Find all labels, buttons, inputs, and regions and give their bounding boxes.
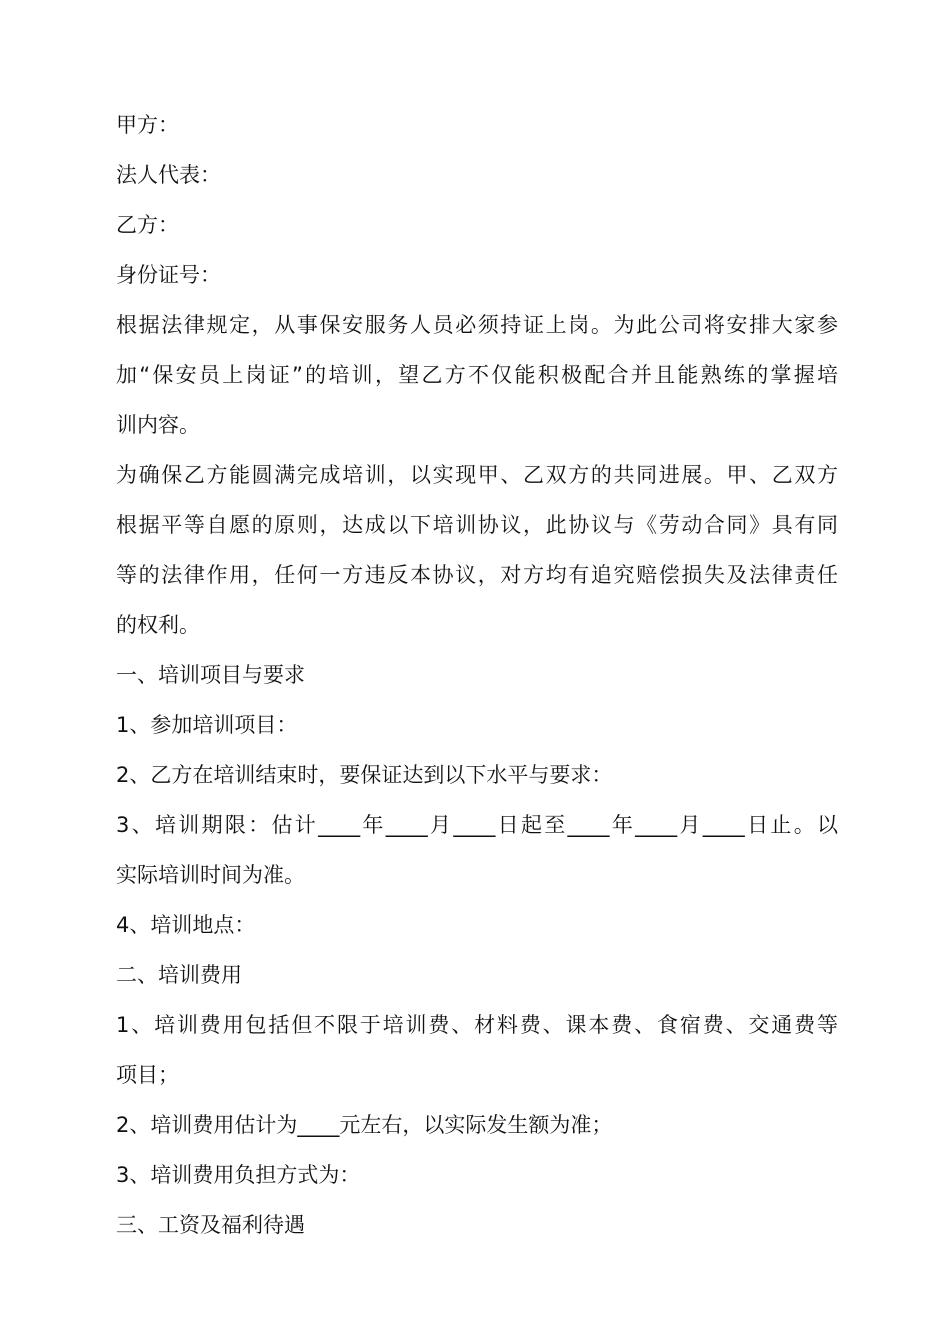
clause-2-3: 3、培训费用负担方式为：	[116, 1163, 361, 1187]
clause-1-2: 2、乙方在培训结束时，要保证达到以下水平与要求：	[116, 763, 613, 787]
paragraph-legal-basis-line-2: 加“保安员上岗证”的培训，望乙方不仅能积极配合并且能熟练的掌握培	[116, 363, 838, 387]
paragraph-agreement-line-4: 的权利。	[116, 613, 200, 637]
clause-2-1-line-1: 1、培训费用包括但不限于培训费、材料费、课本费、食宿费、交通费等	[116, 1013, 838, 1037]
paragraph-agreement-line-1: 为确保乙方能圆满完成培训，以实现甲、乙双方的共同进展。甲、乙双方	[116, 463, 838, 487]
section-heading-3: 三、工资及福利待遇	[116, 1213, 305, 1237]
id-number-label: 身份证号：	[116, 263, 221, 287]
party-a-label: 甲方：	[116, 113, 179, 137]
clause-2-1-line-2: 项目；	[116, 1063, 179, 1087]
clause-1-1: 1、参加培训项目：	[116, 713, 298, 737]
paragraph-agreement-line-3: 等的法律作用，任何一方违反本协议，对方均有追究赔偿损失及法律责任	[116, 563, 838, 587]
party-b-label: 乙方：	[116, 213, 179, 237]
clause-1-4: 4、培训地点：	[116, 913, 256, 937]
section-heading-2: 二、培训费用	[116, 963, 242, 987]
clause-1-3-line-1: 3、培训期限：估计____年____月____日起至____年____月____日止。以	[116, 813, 838, 837]
section-heading-1: 一、培训项目与要求	[116, 663, 305, 687]
clause-2-2: 2、培训费用估计为____元左右，以实际发生额为准；	[116, 1113, 613, 1137]
paragraph-legal-basis-line-3: 训内容。	[116, 413, 200, 437]
clause-1-3-line-2: 实际培训时间为准。	[116, 863, 305, 887]
paragraph-agreement-line-2: 根据平等自愿的原则，达成以下培训协议，此协议与《劳动合同》具有同	[116, 513, 838, 537]
document-page	[116, 100, 838, 1250]
legal-representative-label: 法人代表：	[116, 163, 221, 187]
paragraph-legal-basis-line-1: 根据法律规定，从事保安服务人员必须持证上岗。为此公司将安排大家参	[116, 313, 838, 337]
